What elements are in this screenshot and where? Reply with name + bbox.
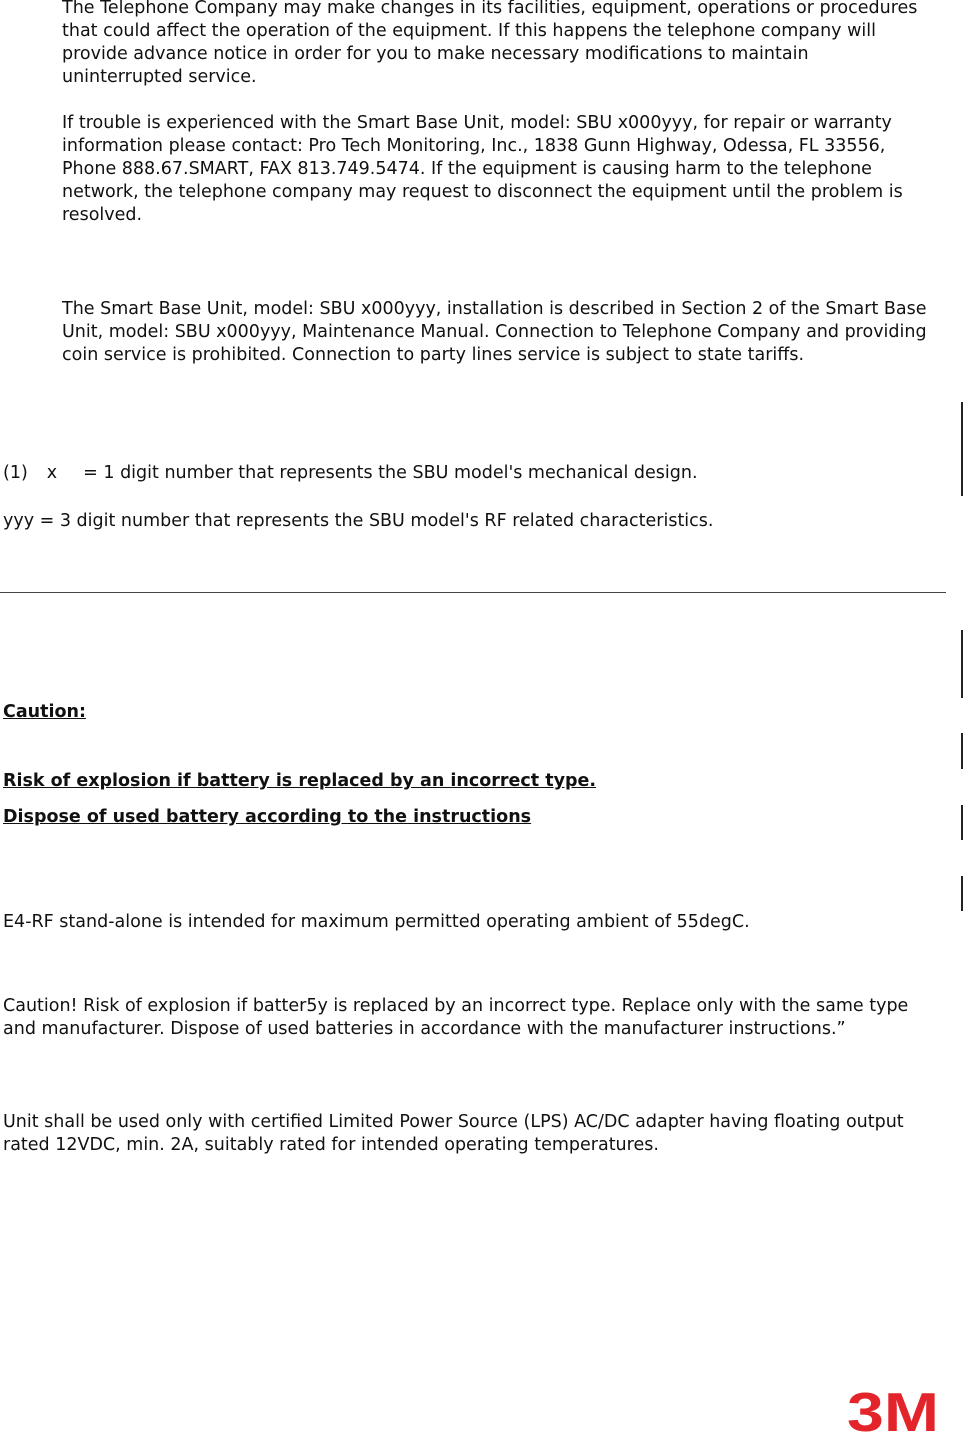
change-bar [961, 805, 963, 840]
caution-heading: Caution: [3, 702, 86, 722]
power-source-note: Unit shall be used only with certified Limited Power Source (LPS) AC/DC adapter having floating output rated 12VDC, min. 2A, suitably rated for intended operating temperatures. [3, 1112, 904, 1155]
caution-line-explosion: Risk of explosion if battery is replaced by an incorrect type. [3, 771, 597, 791]
battery-caution-note: Caution! Risk of explosion if batter5y is replaced by an incorrect type. Replace only with the same type and manufacturer. Dispose of used batteries in accordance with the manufacturer instructions.” [3, 996, 909, 1039]
3m-logo [846, 1386, 940, 1434]
ambient-temperature-note: E4-RF stand-alone is intended for maximum permitted operating ambient of 55degC. [3, 912, 750, 932]
footnote-x [3, 462, 943, 485]
footnote-marker: (1) [3, 463, 28, 483]
section-divider [0, 592, 946, 593]
telephone-company-changes-paragraph: The Telephone Company may make changes in its facilities, equipment, operations or procedures that could affect the operation of the equipment. If this happens the telephone company will provide advance notice in order for you to make necessary modifications to maintain uninterrupted service. [62, 0, 918, 87]
footnote-x-text: = 1 digit number that represents the SBU model's mechanical design. [83, 463, 698, 483]
change-bar [961, 630, 963, 698]
trouble-contact-paragraph: If trouble is experienced with the Smart Base Unit, model: SBU x000yyy, for repair or warranty information please contact: Pro Tech Monitoring, Inc., 1838 Gunn Highway, Odessa, FL 33556, Phone 888.67.SMART, FAX 813.749.5474. If the equipment is causing harm to the telephone network, the telephone company may request to disconnect the equipment until the problem is resolved. [62, 113, 903, 225]
change-bar [961, 402, 963, 496]
change-bar [961, 733, 963, 769]
installation-paragraph: The Smart Base Unit, model: SBU x000yyy, installation is described in Section 2 of the Smart Base Unit, model: SBU x000yyy, Maintenance Manual. Connection to Telephone Company and providing coin service is prohibited. Connection to party lines service is subject to state tariffs. [62, 299, 927, 365]
footnote-x-symbol: x [46, 463, 58, 483]
footnote-yyy: yyy = 3 digit number that represents the SBU model's RF related characteristics. [3, 511, 714, 531]
change-bar [961, 876, 963, 911]
caution-line-dispose: Dispose of used battery according to the instructions [3, 807, 532, 827]
3m-logo-text: 3M [847, 1386, 939, 1434]
